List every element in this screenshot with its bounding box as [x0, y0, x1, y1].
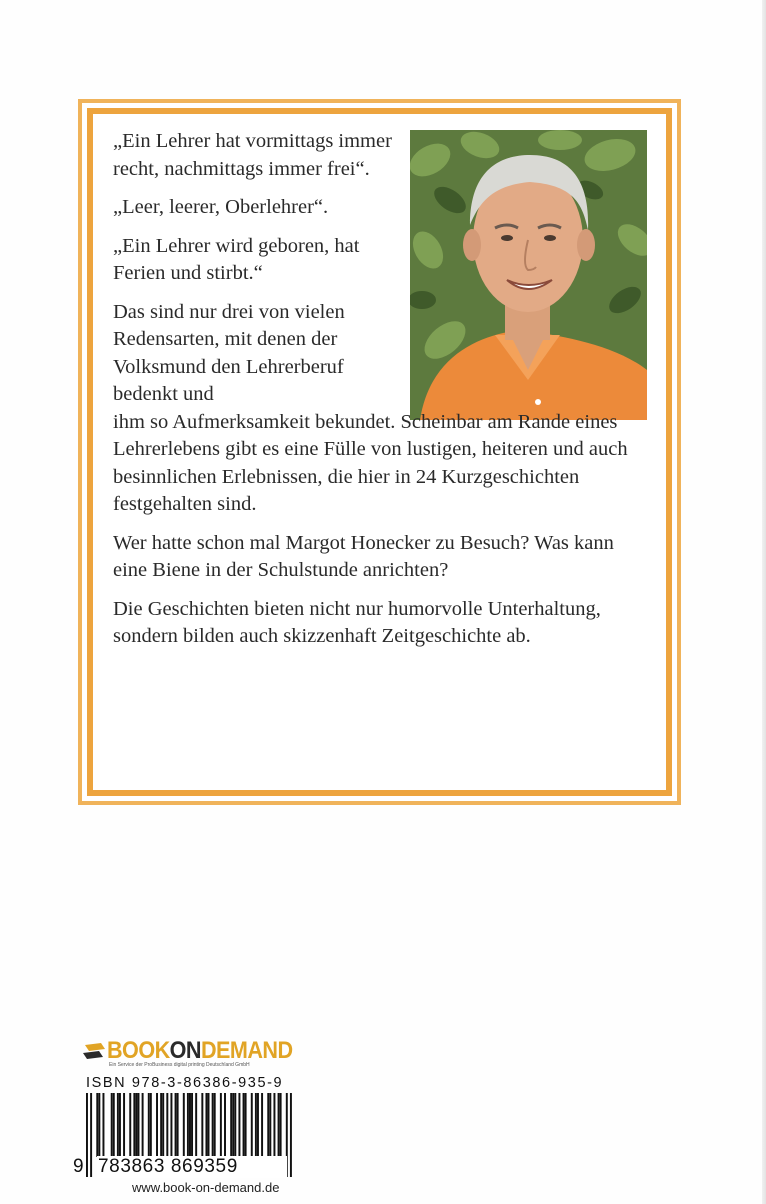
barcode-bar	[255, 1093, 257, 1157]
isbn-number: ISBN 978-3-86386-935-9	[86, 1075, 284, 1091]
barcode-bar	[138, 1093, 140, 1157]
barcode-bar	[257, 1093, 259, 1157]
spine-edge	[762, 0, 766, 1204]
barcode-bar	[177, 1093, 179, 1157]
barcode-bar	[133, 1093, 135, 1157]
barcode-bar	[117, 1093, 119, 1157]
quote-1: „Ein Lehrer hat vormittags immer recht, nachmittags immer frei“.	[113, 130, 392, 180]
barcode-bar	[243, 1093, 245, 1157]
logo-wordmark	[107, 1037, 293, 1065]
publisher-url: www.book-on-demand.de	[132, 1180, 280, 1195]
barcode-bar	[230, 1093, 232, 1157]
barcode-first-digit: 9	[73, 1156, 84, 1177]
barcode-bar	[251, 1093, 253, 1157]
barcode-bar	[160, 1093, 162, 1157]
paragraph-1-rest: ihm so Aufmerksamkeit bekundet. Scheinbar am Rande eines Lehrerlebens gibt es eine Fülle von lustigen, heiteren und auch besinnlichen Erlebnissen, die hier in 24 Kurzgeschichten festgehalten sind.	[113, 410, 628, 515]
paragraph-1-start: Das sind nur drei von vielen Redensarten, mit denen der Volksmund den Lehrerberuf bedenkt und	[113, 300, 345, 405]
barcode-bar	[98, 1093, 100, 1157]
barcode-bar	[261, 1093, 263, 1157]
barcode-bar	[290, 1093, 292, 1177]
barcode-bar	[113, 1093, 115, 1157]
barcode-bar	[201, 1093, 203, 1157]
barcode-bar	[214, 1093, 216, 1157]
barcode-bar	[267, 1093, 269, 1157]
barcode-bar	[224, 1093, 226, 1157]
quote-3: „Ein Lehrer wird geboren, hat Ferien und stirbt.“	[113, 234, 360, 284]
barcode-bar	[170, 1093, 172, 1157]
barcode-bar	[278, 1093, 280, 1157]
logo-word-on: ON	[169, 1037, 201, 1064]
barcode-bar	[212, 1093, 214, 1157]
barcode-bar	[245, 1093, 247, 1157]
barcode-bar	[162, 1093, 164, 1157]
barcode-bar	[150, 1093, 152, 1157]
barcode-bar	[269, 1093, 271, 1157]
barcode-bar	[183, 1093, 185, 1157]
barcode-bar	[175, 1093, 177, 1157]
barcode-bar	[234, 1093, 236, 1157]
barcode-bar	[273, 1093, 275, 1157]
paragraph-3: Die Geschichten bieten nicht nur humorvolle Unterhaltung, sondern bilden auch skizzenhaft Zeitgeschichte ab.	[113, 597, 601, 647]
barcode-bar	[111, 1093, 113, 1157]
barcode-bar	[96, 1093, 98, 1157]
barcode-bar	[166, 1093, 168, 1157]
barcode-bar	[195, 1093, 197, 1157]
barcode-bar	[205, 1093, 207, 1157]
barcode-bar	[142, 1093, 144, 1157]
barcode-bar	[119, 1093, 121, 1157]
barcode-bar	[156, 1093, 158, 1157]
barcode-bar	[208, 1093, 210, 1157]
barcode-bar	[280, 1093, 282, 1157]
barcode-bar	[232, 1093, 234, 1157]
back-cover-blurb	[113, 128, 647, 662]
bod-logo-icon	[83, 1041, 109, 1063]
logo-word-demand: DEMAND	[200, 1037, 293, 1064]
logo-tagline: Ein Service der ProBusiness digital printing Deutschland GmbH	[109, 1062, 250, 1068]
logo-word-book: BOOK	[107, 1037, 170, 1064]
paragraph-2: Wer hatte schon mal Margot Honecker zu Besuch? Was kann eine Biene in der Schulstunde anrichten?	[113, 531, 614, 581]
barcode-bar	[135, 1093, 137, 1157]
barcode-bar	[238, 1093, 240, 1157]
barcode-bar	[86, 1093, 88, 1177]
barcode-bar	[129, 1093, 131, 1157]
barcode-bar	[102, 1093, 104, 1157]
barcode-bar	[148, 1093, 150, 1157]
publisher-logo	[83, 1037, 293, 1072]
barcode-bar	[220, 1093, 222, 1157]
paragraph-1	[113, 299, 647, 519]
barcode-bar	[90, 1093, 92, 1177]
barcode-digits: 783863 869359	[97, 1156, 287, 1178]
quote-2: „Leer, leerer, Oberlehrer“.	[113, 196, 329, 218]
barcode-bar	[123, 1093, 125, 1157]
